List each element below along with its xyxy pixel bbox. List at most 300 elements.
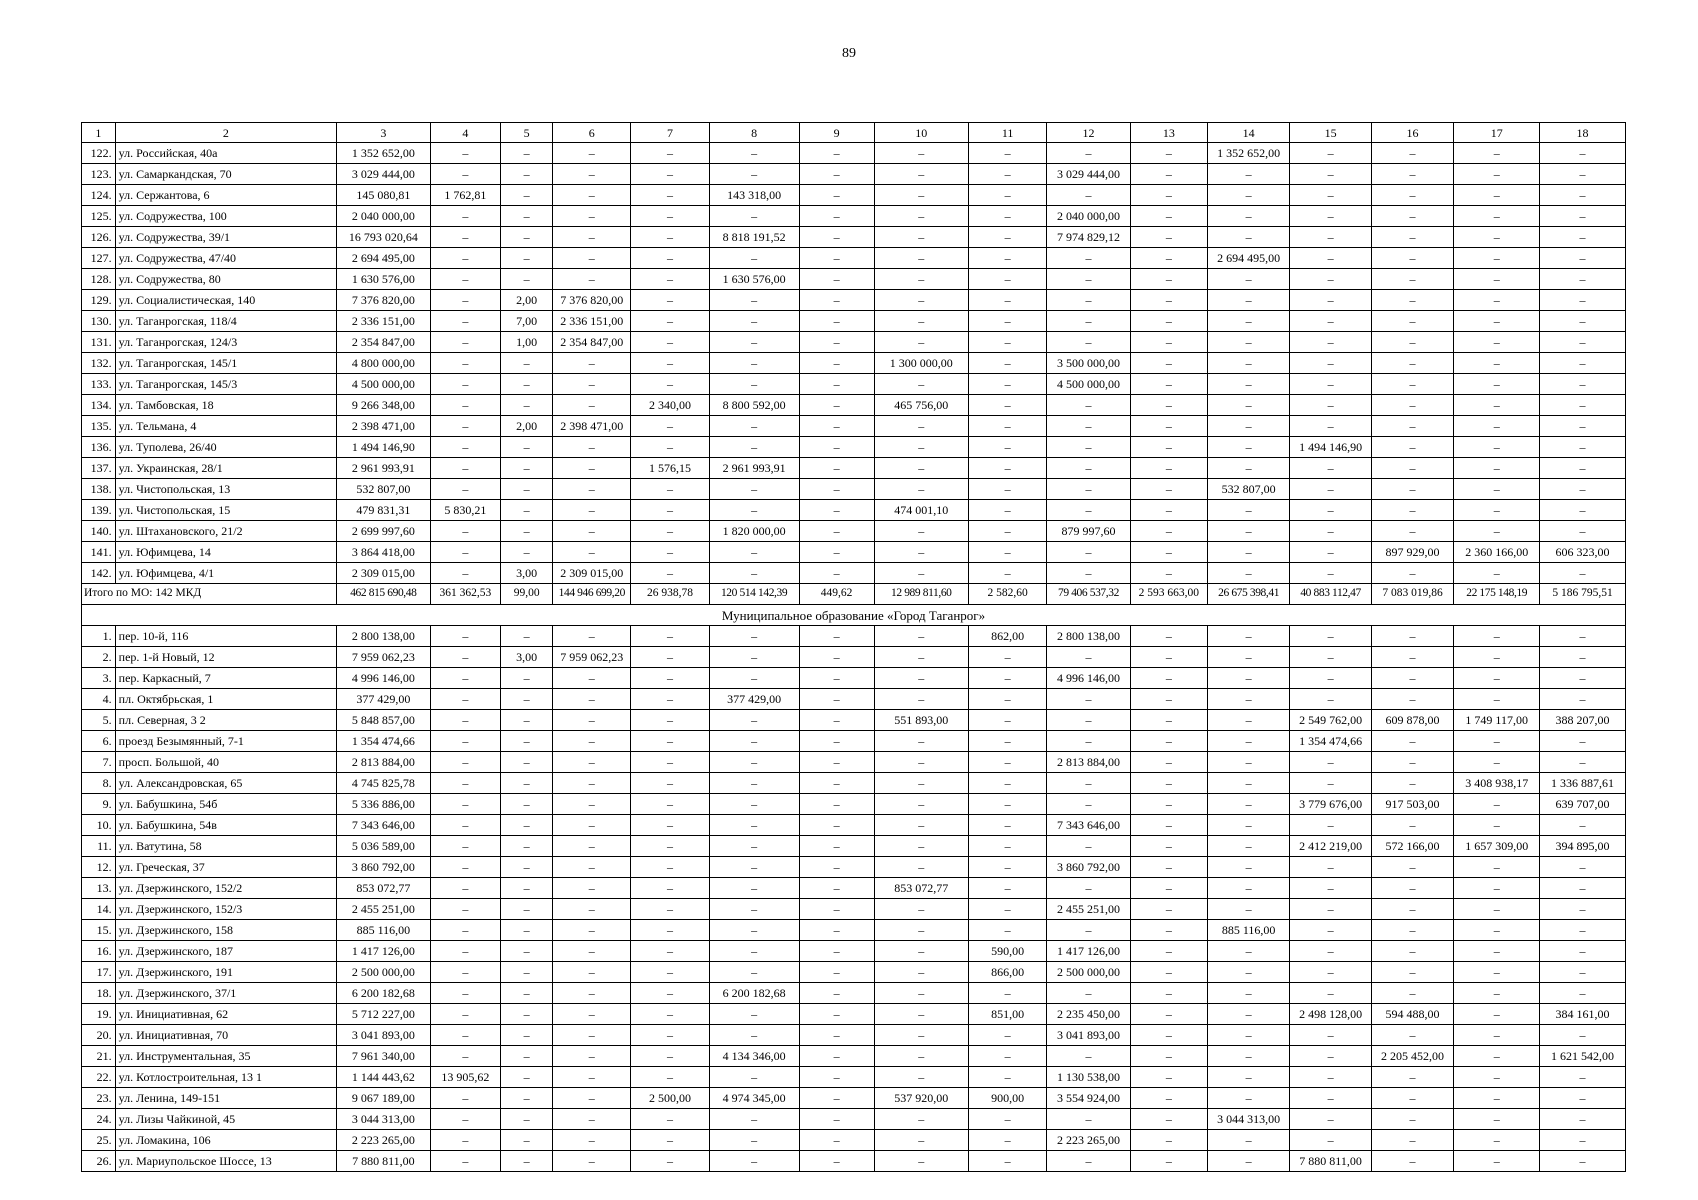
value-cell: – (631, 290, 709, 311)
value-cell: – (1540, 458, 1626, 479)
value-cell: – (553, 521, 631, 542)
value-cell: – (874, 185, 968, 206)
value-cell: – (969, 500, 1047, 521)
address-cell: ул. Дзержинского, 158 (115, 920, 337, 941)
value-cell: – (553, 395, 631, 416)
value-cell: – (1130, 1046, 1207, 1067)
value-cell: – (969, 269, 1047, 290)
value-cell: – (631, 332, 709, 353)
value-cell: – (631, 794, 709, 815)
value-cell: 7 880 811,00 (337, 1151, 430, 1172)
value-cell: – (799, 311, 874, 332)
value-cell: – (1454, 752, 1540, 773)
value-cell: – (709, 479, 799, 500)
value-cell: 2 694 495,00 (1207, 248, 1290, 269)
value-cell: – (553, 227, 631, 248)
value-cell: – (969, 731, 1047, 752)
address-cell: ул. Самаркандская, 70 (115, 164, 337, 185)
value-cell: – (430, 1046, 501, 1067)
value-cell: – (1540, 626, 1626, 647)
value-cell: – (1207, 794, 1290, 815)
value-cell: 1,00 (501, 332, 553, 353)
value-cell: – (1290, 416, 1371, 437)
value-cell: – (969, 290, 1047, 311)
value-cell: – (1047, 542, 1131, 563)
value-cell: – (430, 941, 501, 962)
value-cell: – (1207, 521, 1290, 542)
value-cell: – (1207, 1025, 1290, 1046)
value-cell: – (1047, 248, 1131, 269)
value-cell: – (1454, 164, 1540, 185)
value-cell: – (631, 563, 709, 584)
value-cell: – (430, 1025, 501, 1046)
value-cell: 5 712 227,00 (337, 1004, 430, 1025)
address-cell: ул. Инициативная, 62 (115, 1004, 337, 1025)
value-cell: – (631, 857, 709, 878)
row-number: 124. (82, 185, 116, 206)
row-number: 131. (82, 332, 116, 353)
row-number: 134. (82, 395, 116, 416)
value-cell: – (1207, 731, 1290, 752)
value-cell: – (501, 773, 553, 794)
value-cell: – (874, 1025, 968, 1046)
value-cell: – (709, 626, 799, 647)
value-cell: – (553, 857, 631, 878)
value-cell: – (799, 857, 874, 878)
value-cell: – (631, 185, 709, 206)
value-cell: – (553, 983, 631, 1004)
value-cell: – (430, 1130, 501, 1151)
address-cell: ул. Чистопольская, 15 (115, 500, 337, 521)
value-cell: – (969, 395, 1047, 416)
value-cell: 8 818 191,52 (709, 227, 799, 248)
table-row (82, 332, 1626, 353)
value-cell: 2 961 993,91 (709, 458, 799, 479)
total-value: 22 175 148,19 (1454, 584, 1540, 605)
value-cell: – (553, 689, 631, 710)
value-cell: 2 813 884,00 (1047, 752, 1131, 773)
total-value: 7 083 019,86 (1371, 584, 1454, 605)
value-cell: – (1047, 689, 1131, 710)
value-cell: – (501, 1109, 553, 1130)
value-cell: – (799, 437, 874, 458)
value-cell: – (1540, 962, 1626, 983)
value-cell: – (1454, 899, 1540, 920)
table-row (82, 962, 1626, 983)
value-cell: – (1207, 500, 1290, 521)
value-cell: – (969, 332, 1047, 353)
value-cell: – (1540, 941, 1626, 962)
value-cell: – (1207, 689, 1290, 710)
value-cell: – (1207, 1151, 1290, 1172)
value-cell: – (709, 437, 799, 458)
table-row (82, 815, 1626, 836)
total-value: 144 946 699,20 (553, 584, 631, 605)
value-cell: – (1047, 143, 1131, 164)
value-cell: – (1371, 1130, 1454, 1151)
value-cell: 900,00 (969, 1088, 1047, 1109)
table-row (82, 269, 1626, 290)
value-cell: – (430, 143, 501, 164)
value-cell: – (1130, 689, 1207, 710)
value-cell: – (1130, 815, 1207, 836)
value-cell: – (553, 1130, 631, 1151)
value-cell: 3,00 (501, 647, 553, 668)
value-cell: 853 072,77 (337, 878, 430, 899)
address-cell: ул. Инструментальная, 35 (115, 1046, 337, 1067)
value-cell: – (799, 374, 874, 395)
value-cell: – (1454, 269, 1540, 290)
value-cell: 384 161,00 (1540, 1004, 1626, 1025)
value-cell: – (709, 962, 799, 983)
table-row (82, 353, 1626, 374)
value-cell: – (501, 626, 553, 647)
value-cell: – (1454, 1025, 1540, 1046)
value-cell: 606 323,00 (1540, 542, 1626, 563)
value-cell: – (874, 626, 968, 647)
value-cell: – (1047, 710, 1131, 731)
value-cell: – (1130, 1109, 1207, 1130)
value-cell: – (1207, 542, 1290, 563)
value-cell: – (501, 1130, 553, 1151)
value-cell: – (1454, 479, 1540, 500)
value-cell: – (1371, 1151, 1454, 1172)
value-cell: – (1371, 647, 1454, 668)
value-cell: – (1130, 185, 1207, 206)
value-cell: – (1454, 878, 1540, 899)
value-cell: – (874, 458, 968, 479)
value-cell: – (1371, 1088, 1454, 1109)
value-cell: – (1207, 836, 1290, 857)
value-cell: – (1454, 1109, 1540, 1130)
value-cell: – (1371, 479, 1454, 500)
value-cell: – (631, 1004, 709, 1025)
address-cell: ул. Ватутина, 58 (115, 836, 337, 857)
total-row (82, 584, 1626, 605)
value-cell: – (430, 668, 501, 689)
value-cell: – (969, 248, 1047, 269)
value-cell: 3,00 (501, 563, 553, 584)
value-cell: – (1207, 773, 1290, 794)
value-cell: – (799, 143, 874, 164)
value-cell: – (430, 206, 501, 227)
value-cell: 7 961 340,00 (337, 1046, 430, 1067)
value-cell: – (553, 836, 631, 857)
value-cell: 5 830,21 (430, 500, 501, 521)
address-cell: ул. Содружества, 80 (115, 269, 337, 290)
row-number: 16. (82, 941, 116, 962)
value-cell: – (1540, 1025, 1626, 1046)
total-value: 2 582,60 (969, 584, 1047, 605)
address-cell: ул. Украинская, 28/1 (115, 458, 337, 479)
address-cell: ул. Штахановского, 21/2 (115, 521, 337, 542)
value-cell: – (1290, 248, 1371, 269)
value-cell: – (709, 1004, 799, 1025)
value-cell: 7 376 820,00 (553, 290, 631, 311)
value-cell: – (553, 1088, 631, 1109)
value-cell: – (1454, 1088, 1540, 1109)
value-cell: – (631, 269, 709, 290)
value-cell: – (874, 899, 968, 920)
value-cell: 885 116,00 (337, 920, 430, 941)
value-cell: 5 848 857,00 (337, 710, 430, 731)
value-cell: 1 352 652,00 (337, 143, 430, 164)
value-cell: – (709, 374, 799, 395)
value-cell: – (430, 983, 501, 1004)
value-cell: – (553, 731, 631, 752)
value-cell: – (1130, 962, 1207, 983)
value-cell: – (1371, 353, 1454, 374)
value-cell: – (501, 878, 553, 899)
value-cell: – (1371, 878, 1454, 899)
value-cell: – (631, 941, 709, 962)
value-cell: – (553, 878, 631, 899)
value-cell: – (1540, 227, 1626, 248)
value-cell: – (631, 836, 709, 857)
value-cell: – (501, 920, 553, 941)
value-cell: – (709, 899, 799, 920)
value-cell: – (1371, 437, 1454, 458)
value-cell: – (631, 1025, 709, 1046)
value-cell: – (631, 815, 709, 836)
value-cell: – (1454, 815, 1540, 836)
value-cell: 2 354 847,00 (337, 332, 430, 353)
address-cell: ул. Дзержинского, 37/1 (115, 983, 337, 1004)
row-number: 13. (82, 878, 116, 899)
value-cell: – (1290, 206, 1371, 227)
value-cell: – (1371, 815, 1454, 836)
column-header: 11 (969, 123, 1047, 143)
value-cell: – (1207, 332, 1290, 353)
value-cell: – (799, 164, 874, 185)
value-cell: – (1540, 521, 1626, 542)
value-cell: – (709, 836, 799, 857)
row-number: 11. (82, 836, 116, 857)
table-row (82, 983, 1626, 1004)
value-cell: – (969, 164, 1047, 185)
value-cell: – (631, 353, 709, 374)
value-cell: – (969, 437, 1047, 458)
value-cell: 2 961 993,91 (337, 458, 430, 479)
value-cell: – (501, 353, 553, 374)
value-cell: – (631, 1067, 709, 1088)
value-cell: – (799, 542, 874, 563)
value-cell: 5 336 886,00 (337, 794, 430, 815)
value-cell: – (553, 437, 631, 458)
value-cell: 3 041 893,00 (1047, 1025, 1131, 1046)
column-header: 10 (874, 123, 968, 143)
value-cell: 885 116,00 (1207, 920, 1290, 941)
value-cell: – (501, 983, 553, 1004)
value-cell: – (799, 668, 874, 689)
value-cell: – (1290, 290, 1371, 311)
value-cell: – (799, 836, 874, 857)
value-cell: 7 959 062,23 (337, 647, 430, 668)
value-cell: – (799, 689, 874, 710)
value-cell: – (501, 1088, 553, 1109)
value-cell: – (501, 668, 553, 689)
value-cell: 1 352 652,00 (1207, 143, 1290, 164)
value-cell: – (553, 626, 631, 647)
value-cell: – (1371, 227, 1454, 248)
row-number: 8. (82, 773, 116, 794)
value-cell: – (1371, 290, 1454, 311)
value-cell: – (874, 773, 968, 794)
value-cell: – (1371, 962, 1454, 983)
value-cell: – (501, 1025, 553, 1046)
value-cell: – (553, 815, 631, 836)
value-cell: – (709, 773, 799, 794)
value-cell: 1 354 474,66 (337, 731, 430, 752)
value-cell: – (1540, 752, 1626, 773)
value-cell: – (1454, 1067, 1540, 1088)
value-cell: – (631, 542, 709, 563)
value-cell: – (1371, 689, 1454, 710)
value-cell: – (1047, 395, 1131, 416)
value-cell: – (874, 143, 968, 164)
value-cell: – (1130, 1151, 1207, 1172)
value-cell: 879 997,60 (1047, 521, 1131, 542)
value-cell: – (1540, 1130, 1626, 1151)
value-cell: – (969, 983, 1047, 1004)
value-cell: – (1290, 311, 1371, 332)
value-cell: – (1290, 668, 1371, 689)
value-cell: – (1047, 1046, 1131, 1067)
value-cell: 3 554 924,00 (1047, 1088, 1131, 1109)
value-cell: – (1540, 395, 1626, 416)
value-cell: 145 080,81 (337, 185, 430, 206)
value-cell: – (1130, 794, 1207, 815)
address-cell: проезд Безымянный, 7-1 (115, 731, 337, 752)
column-header: 13 (1130, 123, 1207, 143)
value-cell: – (501, 836, 553, 857)
value-cell: – (709, 1109, 799, 1130)
value-cell: – (430, 290, 501, 311)
address-cell: ул. Содружества, 100 (115, 206, 337, 227)
value-cell: – (430, 752, 501, 773)
value-cell: – (799, 899, 874, 920)
value-cell: – (553, 1025, 631, 1046)
value-cell: – (1454, 185, 1540, 206)
value-cell: 3 041 893,00 (337, 1025, 430, 1046)
value-cell: – (1047, 437, 1131, 458)
value-cell: – (430, 269, 501, 290)
table-row (82, 899, 1626, 920)
value-cell: – (430, 920, 501, 941)
row-number: 18. (82, 983, 116, 1004)
value-cell: 2 498 128,00 (1290, 1004, 1371, 1025)
value-cell: – (553, 164, 631, 185)
table-row (82, 668, 1626, 689)
value-cell: – (1454, 458, 1540, 479)
value-cell: – (1207, 626, 1290, 647)
value-cell: – (1130, 521, 1207, 542)
row-number: 142. (82, 563, 116, 584)
value-cell: – (1540, 206, 1626, 227)
value-cell: – (1290, 1067, 1371, 1088)
row-number: 132. (82, 353, 116, 374)
value-cell: 2 223 265,00 (337, 1130, 430, 1151)
value-cell: 2 309 015,00 (337, 563, 430, 584)
value-cell: – (1540, 689, 1626, 710)
value-cell: – (799, 353, 874, 374)
value-cell: – (1290, 626, 1371, 647)
value-cell: – (1130, 437, 1207, 458)
value-cell: – (430, 794, 501, 815)
value-cell: 2 800 138,00 (337, 626, 430, 647)
table-row (82, 521, 1626, 542)
row-number: 24. (82, 1109, 116, 1130)
value-cell: – (709, 143, 799, 164)
value-cell: – (430, 164, 501, 185)
value-cell: – (799, 1067, 874, 1088)
value-cell: – (799, 941, 874, 962)
value-cell: – (501, 731, 553, 752)
value-cell: – (969, 836, 1047, 857)
table-row (82, 1004, 1626, 1025)
value-cell: – (1047, 731, 1131, 752)
value-cell: – (969, 857, 1047, 878)
table-row (82, 752, 1626, 773)
value-cell: – (631, 773, 709, 794)
value-cell: – (631, 206, 709, 227)
value-cell: – (1047, 185, 1131, 206)
table-row (82, 1151, 1626, 1172)
value-cell: 3 500 000,00 (1047, 353, 1131, 374)
value-cell: – (1540, 647, 1626, 668)
address-cell: ул. Греческая, 37 (115, 857, 337, 878)
value-cell: – (874, 752, 968, 773)
value-cell: – (1371, 521, 1454, 542)
row-number: 2. (82, 647, 116, 668)
value-cell: – (799, 983, 874, 1004)
value-cell: 377 429,00 (337, 689, 430, 710)
table-row (82, 143, 1626, 164)
table-row (82, 563, 1626, 584)
address-cell: ул. Бабушкина, 54в (115, 815, 337, 836)
value-cell: – (709, 290, 799, 311)
value-cell: – (501, 185, 553, 206)
value-cell: 388 207,00 (1540, 710, 1626, 731)
value-cell: – (1130, 878, 1207, 899)
column-header: 16 (1371, 123, 1454, 143)
value-cell: – (1454, 647, 1540, 668)
value-cell: 4 134 346,00 (709, 1046, 799, 1067)
value-cell: – (430, 710, 501, 731)
value-cell: – (501, 227, 553, 248)
value-cell: – (1454, 794, 1540, 815)
value-cell: – (631, 731, 709, 752)
value-cell: – (969, 143, 1047, 164)
value-cell: – (969, 1067, 1047, 1088)
table-row (82, 941, 1626, 962)
value-cell: – (1290, 941, 1371, 962)
value-cell: – (874, 1067, 968, 1088)
value-cell: – (430, 857, 501, 878)
total-value: 79 406 537,32 (1047, 584, 1131, 605)
value-cell: – (1130, 983, 1207, 1004)
value-cell: – (1130, 1004, 1207, 1025)
table-row (82, 1109, 1626, 1130)
value-cell: – (1130, 1067, 1207, 1088)
value-cell: – (631, 920, 709, 941)
value-cell: – (1540, 479, 1626, 500)
address-cell: ул. Юфимцева, 14 (115, 542, 337, 563)
value-cell: – (1540, 416, 1626, 437)
value-cell: – (501, 521, 553, 542)
value-cell: – (1290, 647, 1371, 668)
value-cell: – (631, 1109, 709, 1130)
